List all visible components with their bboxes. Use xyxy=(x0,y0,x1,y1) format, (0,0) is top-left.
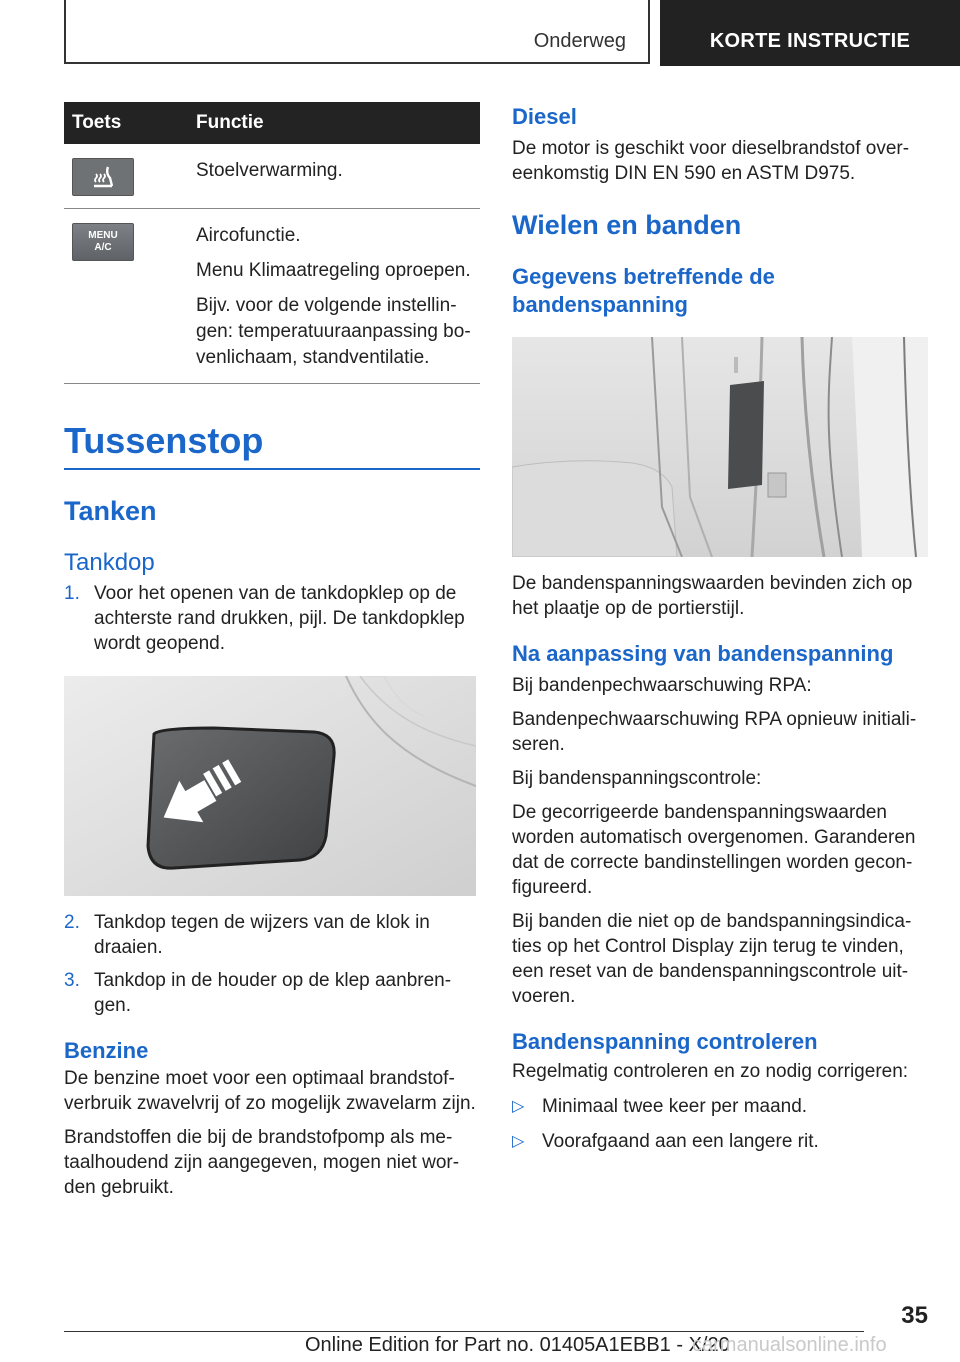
aanpassing-paragraph-3: Bij bandenspanningscontrole: xyxy=(512,768,762,789)
heading-benzine: Benzine xyxy=(64,1038,149,1063)
seat-heating-icon xyxy=(72,158,134,196)
tankdop-steps-b xyxy=(64,910,480,1018)
key-label-bottom: A/C xyxy=(94,242,112,253)
key-function-table xyxy=(64,102,480,384)
table-header-function: Functie xyxy=(196,112,264,133)
key-label-top: MENU xyxy=(88,230,118,241)
page-number: 35 xyxy=(901,1302,928,1329)
list-item xyxy=(512,1094,928,1119)
step-number: 1. xyxy=(64,583,80,604)
right-column xyxy=(512,102,928,1164)
header-chapter-tab: KORTE INSTRUCTIE xyxy=(660,0,960,66)
bullet-text: Minimaal twee keer per maand. xyxy=(542,1096,808,1117)
benzine-paragraph-1: De benzine moet voor een optimaal brandstofverbruik zwavelvrij of zo mogelijk zwavelarm zijn. xyxy=(64,1068,476,1114)
function-text: Bijv. voor de volgende instellingen: temperatuuraanpassing bovenlichaam, standventilatie. xyxy=(196,295,471,368)
step-number: 3. xyxy=(64,970,80,991)
triangle-bullet-icon: ▷ xyxy=(512,1098,525,1115)
aanpassing-paragraph-5: Bij banden die niet op de bandspanningsindicaties op het Control Display zijn terug te vinden, een reset van de bandenspanningscontrole uitvoeren. xyxy=(512,911,912,1007)
function-text: Aircofunctie. xyxy=(196,225,301,246)
table-row xyxy=(64,144,480,209)
menu-ac-icon xyxy=(72,223,134,261)
diesel-paragraph: De motor is geschikt voor dieselbrandstof overeenkomstig DIN EN 590 en ASTM D975. xyxy=(512,138,910,184)
heading-wielen-en-banden: Wielen en banden xyxy=(512,210,742,240)
heading-bandenspanning-controleren: Bandenspanning controleren xyxy=(512,1029,818,1054)
door-pillar-image xyxy=(512,337,928,557)
aanpassing-paragraph-4: De gecorrigeerde bandenspanningswaarden worden automatisch overgenomen. Garanderen dat de correcte bandinstellingen worden geconfigureerd. xyxy=(512,802,916,898)
gegevens-paragraph: De bandenspanningswaarden bevinden zich op het plaatje op de portierstijl. xyxy=(512,573,913,619)
list-item xyxy=(64,581,480,656)
list-item xyxy=(512,1129,928,1154)
aanpassing-paragraph-2: Bandenpechwaarschuwing RPA opnieuw initialiseren. xyxy=(512,709,917,755)
step-text: Tankdop in de houder op de klep aanbrengen. xyxy=(94,970,452,1016)
tankdop-steps-a xyxy=(64,581,480,656)
bullet-text: Voorafgaand aan een langere rit. xyxy=(542,1131,819,1152)
left-column xyxy=(64,102,480,1200)
footer-divider xyxy=(64,1331,864,1332)
heading-diesel: Diesel xyxy=(512,104,577,129)
aanpassing-paragraph-1: Bij bandenpechwaarschuwing RPA: xyxy=(512,675,812,696)
triangle-bullet-icon: ▷ xyxy=(512,1133,525,1150)
footer-watermark: carmanualsonline.info xyxy=(692,1334,887,1356)
table-row xyxy=(64,209,480,384)
footer-edition: Online Edition for Part no. 01405A1EBB1 - X/20 xyxy=(305,1334,730,1356)
function-text: Stoelverwarming. xyxy=(196,160,343,181)
step-number: 2. xyxy=(64,912,80,933)
heading-tanken: Tanken xyxy=(64,496,157,526)
list-item xyxy=(64,968,480,1018)
step-text: Tankdop tegen de wijzers van de klok in draaien. xyxy=(94,912,430,958)
step-text: Voor het openen van de tankdopklep op de achterste rand drukken, pijl. De tankdopklep wordt geopend. xyxy=(94,583,465,654)
fuel-flap-image xyxy=(64,676,476,896)
heading-gegevens-bandenspanning: Gegevens betreffende de bandenspanning xyxy=(512,264,775,317)
table-header-key: Toets xyxy=(72,112,122,133)
list-item xyxy=(64,910,480,960)
header-frame xyxy=(64,0,650,64)
heading-na-aanpassing: Na aanpassing van bandenspanning xyxy=(512,641,894,666)
controleren-list xyxy=(512,1094,928,1154)
function-text: Menu Klimaatregeling oproepen. xyxy=(196,260,471,281)
heading-tankdop: Tankdop xyxy=(64,549,155,576)
heading-tussenstop: Tussenstop xyxy=(64,420,480,470)
header-section-title: Onderweg xyxy=(533,30,626,52)
table-header-row xyxy=(64,102,480,144)
controleren-paragraph: Regelmatig controleren en zo nodig corrigeren: xyxy=(512,1061,909,1082)
benzine-paragraph-2: Brandstoffen die bij de brandstofpomp als metaalhoudend zijn aangegeven, mogen niet worden gebruikt. xyxy=(64,1127,460,1198)
